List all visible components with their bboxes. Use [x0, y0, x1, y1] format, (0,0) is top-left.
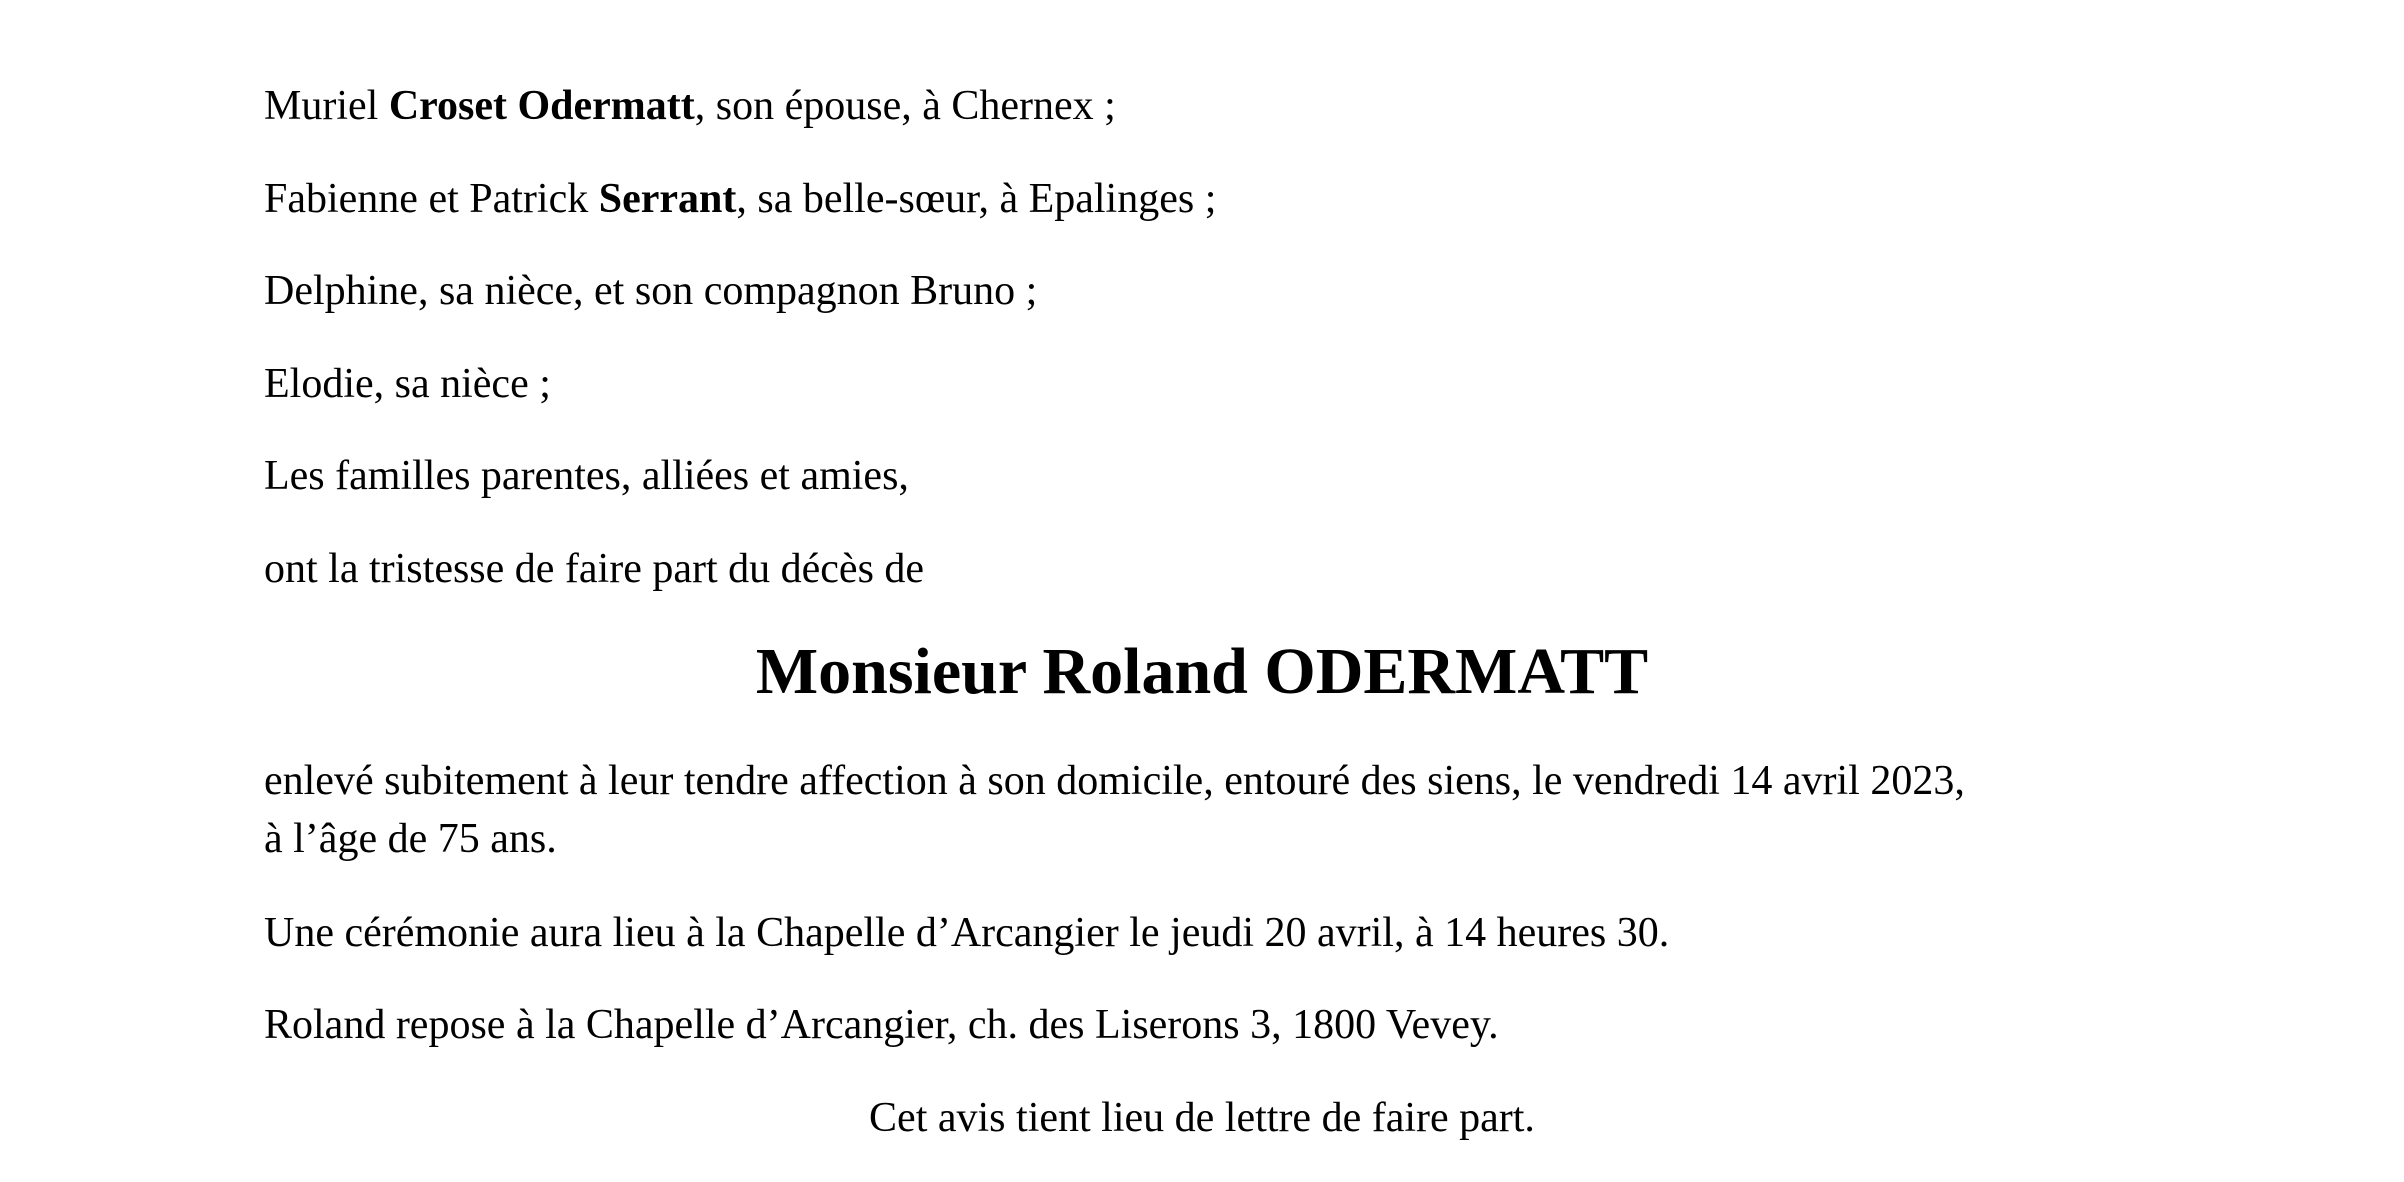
- death-details-line1: enlevé subitement à leur tendre affection à son domicile, entouré des siens, le vendredi 14 avril 2023,: [264, 758, 1965, 804]
- spouse-first-name: Muriel: [264, 83, 389, 129]
- family-line-relatives: Les familles parentes, alliées et amies,: [264, 453, 909, 499]
- closing-note: Cet avis tient lieu de lettre de faire part.: [869, 1095, 1535, 1141]
- family-line-niece-delphine: Delphine, sa nièce, et son compagnon Bruno ;: [264, 268, 1038, 314]
- sister-in-law-relation: , sa belle-sœur, à Epalinges ;: [736, 176, 1217, 222]
- rest-location: Roland repose à la Chapelle d’Arcangier, ch. des Liserons 3, 1800 Vevey.: [264, 1002, 1499, 1048]
- family-line-spouse: [264, 77, 2184, 135]
- sister-in-law-surname: Serrant: [598, 176, 737, 222]
- family-line-niece-elodie: Elodie, sa nièce ;: [264, 361, 551, 407]
- spouse-surname: Croset Odermatt: [388, 83, 695, 129]
- deceased-name: Monsieur Roland ODERMATT: [755, 635, 1649, 708]
- sister-in-law-first-names: Fabienne et Patrick: [264, 176, 599, 222]
- death-details-line2: à l’âge de 75 ans.: [264, 816, 557, 862]
- spouse-relation: , son épouse, à Chernex ;: [694, 83, 1116, 129]
- family-line-sister-in-law: [264, 170, 2184, 228]
- ceremony-info: Une cérémonie aura lieu à la Chapelle d’Arcangier le jeudi 20 avril, à 14 heures 30.: [264, 910, 1670, 956]
- announcement-intro: ont la tristesse de faire part du décès de: [264, 546, 925, 592]
